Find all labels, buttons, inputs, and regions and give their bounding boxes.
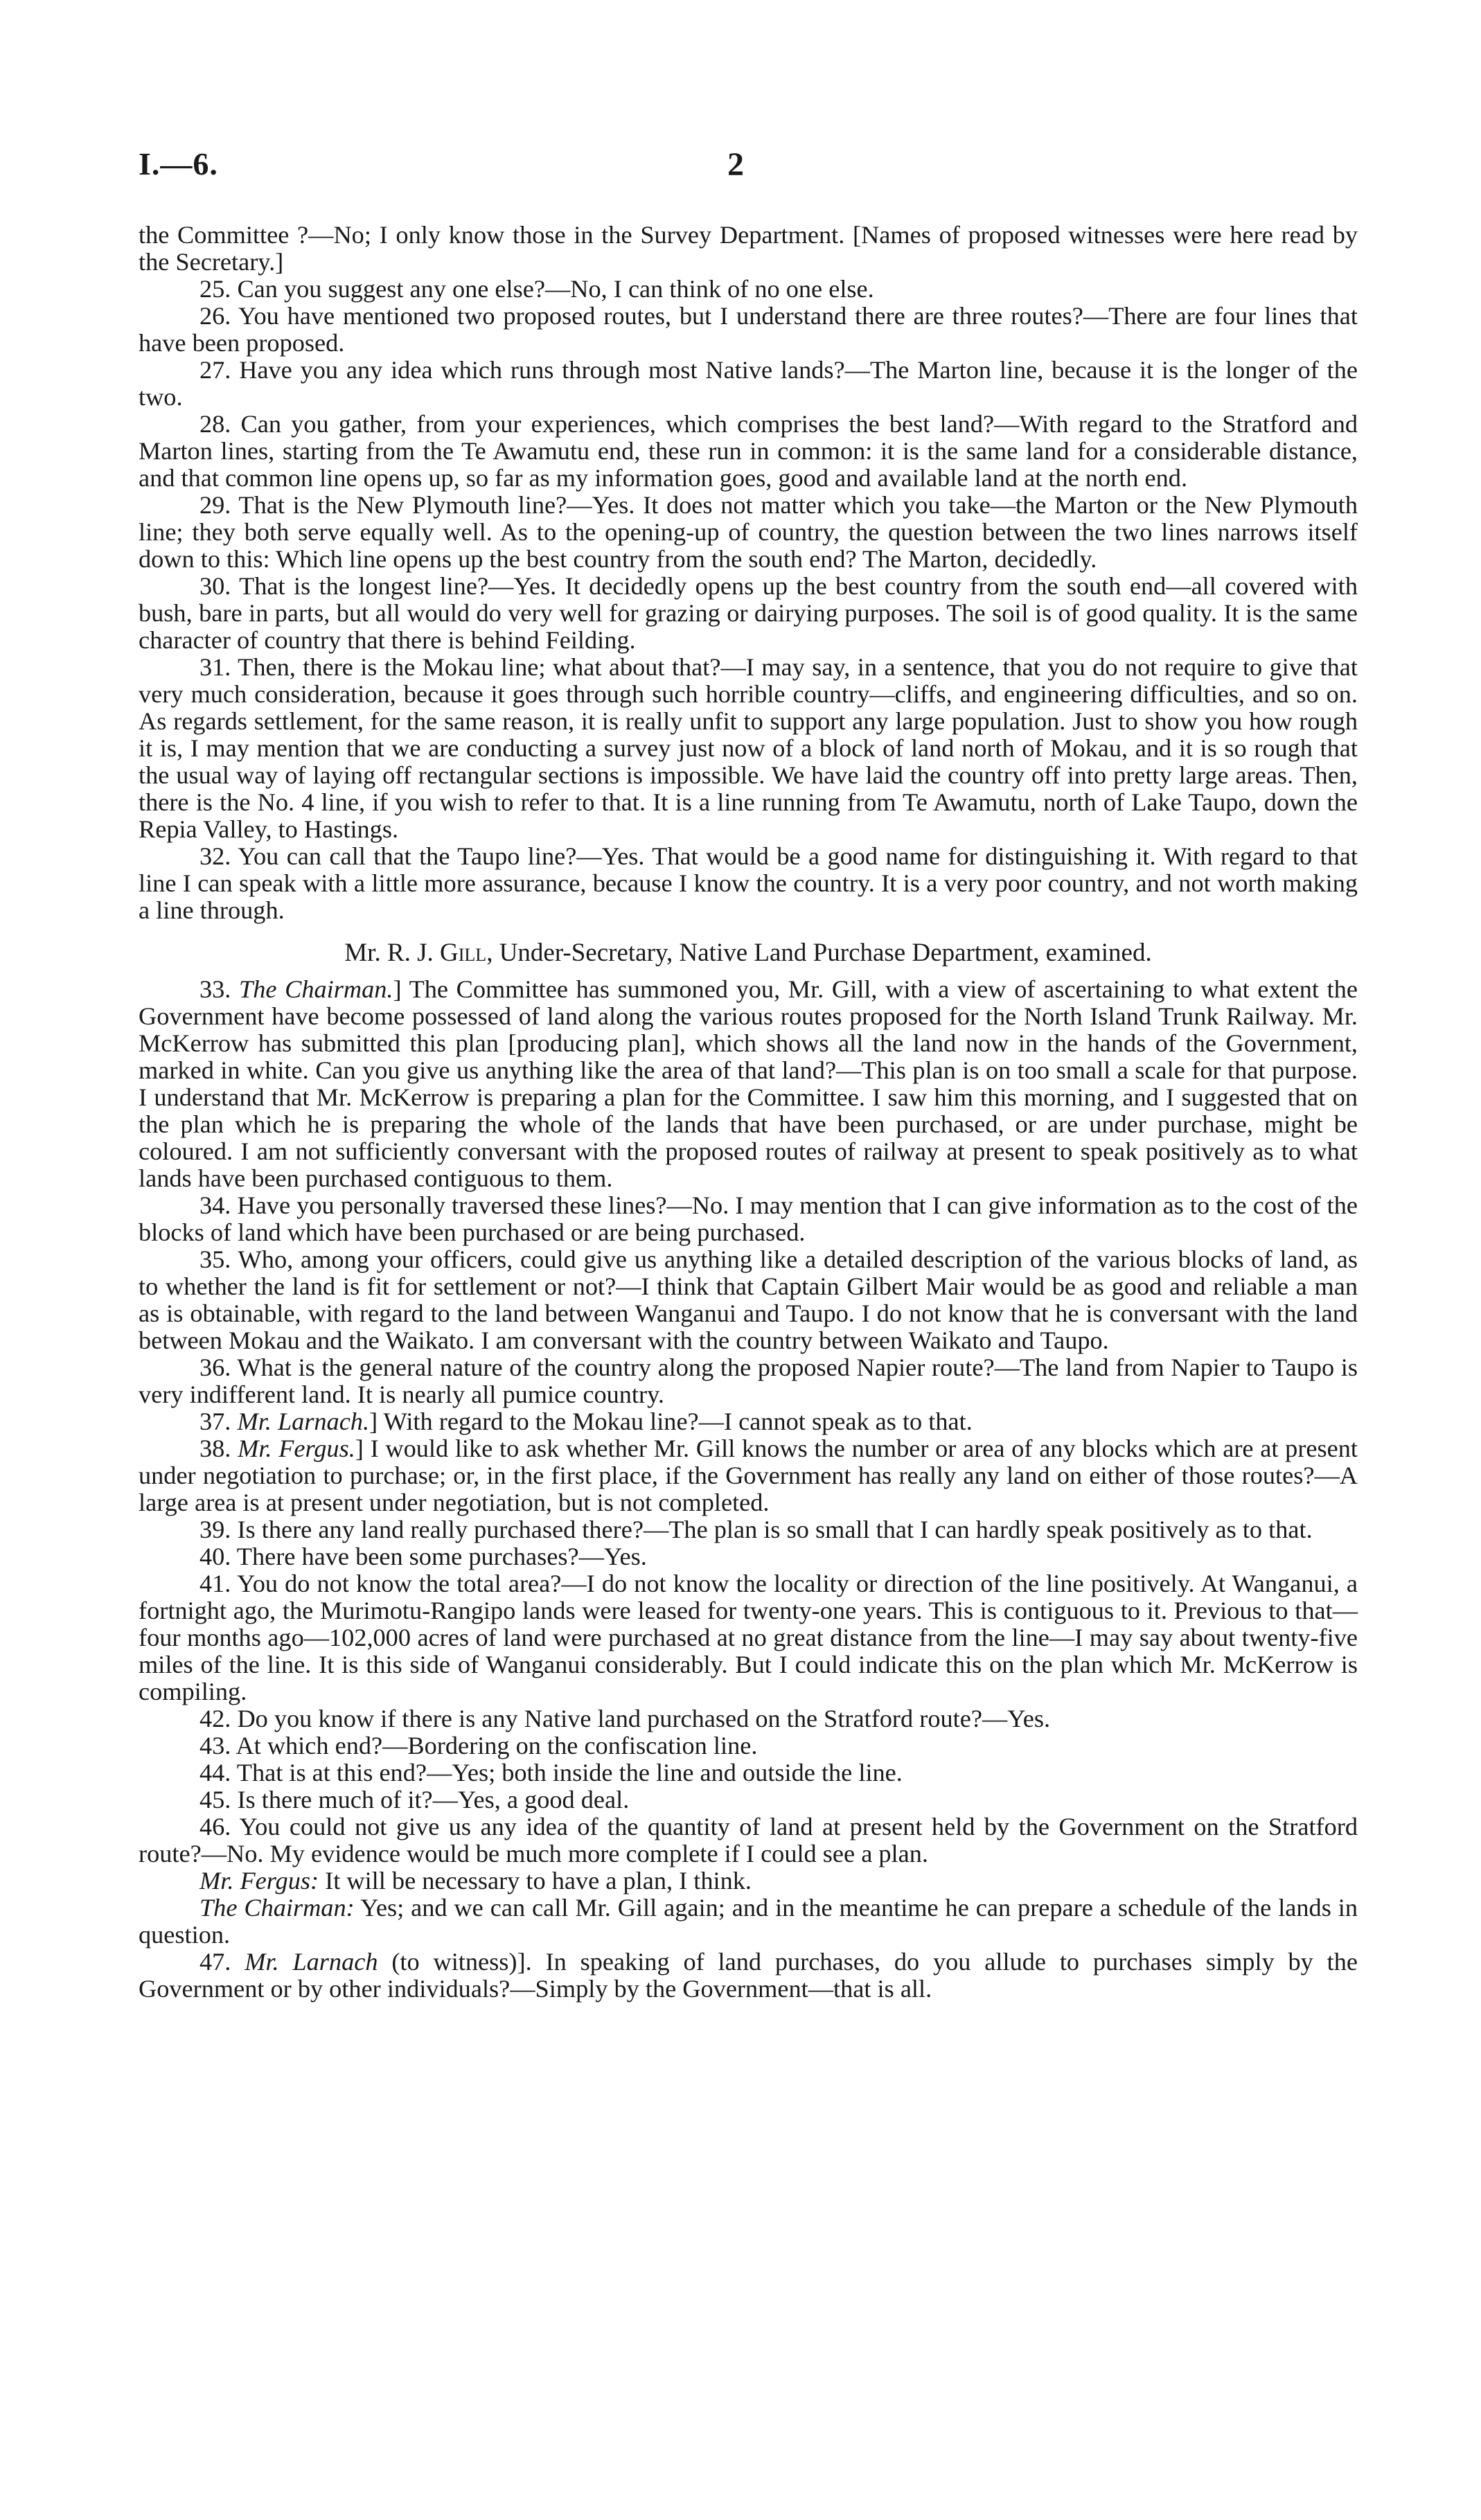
paragraph-25: 25. Can you suggest any one else?—No, I can think of no one else. [199,275,874,303]
paragraph-29: 29. That is the New Plymouth line?—Yes. It does not matter which you take—the Marton or the New Plymouth line; they both serve equally well. As to the opening-up of country, the question between the two lines narrows itself down to this: Which line opens up the best country from the south end? The Marton, decidedly. [139,491,1358,573]
paragraph-33-text: ] The Committee has summoned you, Mr. Gill, with a view of ascertaining to what extent the Government have become possessed of land along the various routes proposed for the North Island Trunk Railway. Mr. McKerrow has submitted this plan [producing plan], which shows all the land now in the hands of the Government, marked in white. Can you give us anything like the area of that land?—This plan is on too small a scale for that purpose. I understand that Mr. McKerrow is preparing a plan for the Committee. I saw him this morning, and I suggested that on the plan which he is preparing the whole of the lands that have been purchased, or are under purchase, might be coloured. I am not sufficiently conversant with the proposed routes of railway at present to speak positively as to what lands have been purchased contiguous to them. [139,975,1358,1192]
paragraph-37 [139,1408,1358,1435]
paragraph-35: 35. Who, among your officers, could give us anything like a detailed description of the various blocks of land, as to whether the land is fit for settlement or not?—I think that Captain Gilbert Mair would be as good and reliable a man as is obtainable, with regard to the land between Wanganui and Taupo. I do not know that he is conversant with the land between Mokau and the Waikato. I am conversant with the country between Waikato and Taupo. [139,1245,1358,1354]
paragraph-37-text: ] With regard to the Mokau line?—I cannot speak as to that. [369,1408,973,1435]
paragraph-38 [139,1435,1358,1516]
paragraph-45: 45. Is there much of it?—Yes, a good deal. [199,1786,630,1813]
paragraph-42: 42. Do you know if there is any Native land purchased on the Stratford route?—Yes. [199,1705,1051,1732]
paragraph-38-speaker: Mr. Fergus. [238,1435,355,1462]
paragraph-30: 30. That is the longest line?—Yes. It decidedly opens up the best country from the south end—all covered with bush, bare in parts, but all would do very well for grazing or dairying purposes. The soil is of good quality. It is the same character of country that there is behind Feilding. [139,572,1358,654]
remark-fergus [139,1867,1358,1895]
paragraph-38-text: ] I would like to ask whether Mr. Gill knows the number or area of any blocks which are at present under negotiation to purchase; or, in the first place, if the Government has really any land on either of those routes?—A large area is at present under negotiation, but is not completed. [139,1435,1358,1516]
paragraph-33 [139,976,1358,1192]
paragraph-47-number: 47. [199,1948,245,1976]
remark-chairman-text: Yes; and we can call Mr. Gill again; and in the meantime he can prepare a schedule of the lands in question. [139,1894,1358,1949]
document-body [139,222,1358,2003]
remark-fergus-speaker: Mr. Fergus: [199,1867,319,1895]
paragraph-33-number: 33. [199,975,240,1003]
paragraph-37-speaker: Mr. Larnach. [237,1408,370,1435]
paragraph-continued: the Committee ?—No; I only know those in the Survey Department. [Names of proposed witnesses were here read by the Secretary.] [139,221,1358,276]
paragraph-40: 40. There have been some purchases?—Yes. [199,1543,647,1570]
paragraph-32: 32. You can call that the Taupo line?—Yes. That would be a good name for distinguishing it. With regard to that line I can speak with a little more assurance, because I know the country. It is a very poor country, and not worth making a line through. [139,842,1358,924]
remark-chairman-speaker: The Chairman: [199,1894,355,1922]
paragraph-28: 28. Can you gather, from your experiences, which comprises the best land?—With regard to the Stratford and Marton lines, starting from the Te Awamutu end, these run in common: it is the same land for a considerable distance, and that common line opens up, so far as my information goes, good and available land at the north end. [139,410,1358,492]
paragraph-27: 27. Have you any idea which runs through most Native lands?—The Marton line, because it is the longer of the two. [139,356,1358,411]
paragraph-44: 44. That is at this end?—Yes; both inside the line and outside the line. [199,1759,903,1786]
paragraph-41: 41. You do not know the total area?—I do not know the locality or direction of the line positively. At Wanganui, a fortnight ago, the Murimotu-Rangipo lands were leased for twenty-one years. This is contiguous to it. Previous to that—four months ago—102,000 acres of land were purchased at no great distance from the line—I may say about twenty-five miles of the line. It is this side of Wanganui considerably. But I could indicate this on the plan which Mr. McKerrow is compiling. [139,1570,1358,1705]
page-number: 2 [727,146,744,183]
paragraph-47 [139,1949,1358,2003]
paragraph-38-number: 38. [199,1435,238,1462]
remark-chairman [139,1895,1358,1949]
paragraph-31: 31. Then, there is the Mokau line; what about that?—I may say, in a sentence, that you do not require to give that very much consideration, because it goes through such horrible country—cliffs, and engineering difficulties, and so on. As regards settlement, for the same reason, it is really unfit to support any large population. Just to show you how rough it is, I may mention that we are conducting a survey just now of a block of land north of Mokau, and it is so rough that the usual way of laying off rectangular sections is impossible. We have laid the country off into pretty large areas. Then, there is the No. 4 line, if you wish to refer to that. It is a line running from Te Awamutu, north of Lake Taupo, down the Repia Valley, to Hastings. [139,653,1358,843]
paragraph-39: 39. Is there any land really purchased there?—The plan is so small that I can hardly speak positively as to that. [199,1516,1313,1543]
paragraph-47-speaker: Mr. Larnach [245,1948,378,1976]
paragraph-47-paren: (to witness)]. [378,1948,532,1976]
paragraph-34: 34. Have you personally traversed these lines?—No. I may mention that I can give information as to the cost of the blocks of land which have been purchased or are being purchased. [139,1191,1358,1246]
witness-name: Gill [440,939,487,967]
paragraph-47-text: In speaking of land purchases, do you allude to purchases simply by the Government or by other individuals?—Simply by the Government—that is all. [139,1948,1358,2003]
paragraph-26: 26. You have mentioned two proposed routes, but I understand there are three routes?—There are four lines that have been proposed. [139,302,1358,357]
paragraph-43: 43. At which end?—Bordering on the confiscation line. [199,1732,758,1759]
paragraph-36: 36. What is the general nature of the country along the proposed Napier route?—The land from Napier to Taupo is very indifferent land. It is nearly all pumice country. [139,1354,1358,1408]
heading-suffix: , Under-Secretary, Native Land Purchase Department, examined. [486,939,1152,967]
paragraph-37-number: 37. [199,1408,238,1435]
witness-heading [139,939,1358,966]
heading-prefix: Mr. R. J. [344,939,441,967]
remark-fergus-text: It will be necessary to have a plan, I think. [319,1867,752,1895]
paragraph-33-speaker: The Chairman. [239,975,393,1003]
page-reference: I.—6. [139,146,218,181]
paragraph-46: 46. You could not give us any idea of the quantity of land at present held by the Government on the Stratford route?—No. My evidence would be much more complete if I could see a plan. [139,1813,1358,1867]
